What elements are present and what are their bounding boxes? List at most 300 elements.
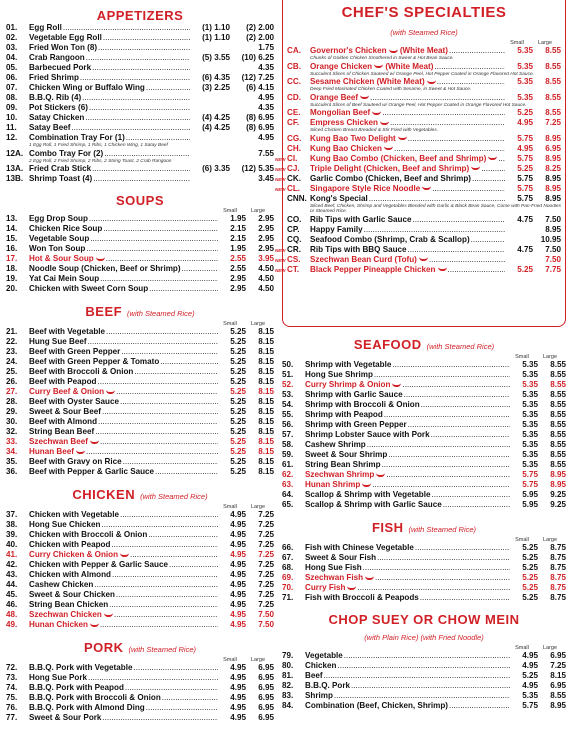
price-small: 5.95 (510, 500, 538, 510)
price-small: 5.25 (510, 553, 538, 563)
price-small: 5.75 (510, 470, 538, 480)
price-small: 5.35 (505, 93, 533, 103)
item-name-text: Orange Chicken (310, 61, 373, 71)
price-small: 4.95 (218, 600, 246, 610)
price-small: 5.25 (218, 357, 246, 367)
price-small (190, 149, 230, 159)
item-name (29, 123, 190, 133)
section-subtitle-chef: (with Steamed Rice) (390, 28, 458, 37)
menu-item (275, 173, 561, 184)
item-name (29, 33, 190, 43)
section-title-chef: CHEF'S SPECIALTIES (341, 4, 507, 21)
price-small: 5.75 (505, 194, 533, 204)
price-large: 7.25 (246, 580, 274, 590)
price-small: 5.75 (505, 134, 533, 144)
item-name-text: String Bean Beef (29, 427, 95, 436)
section-title-seafood: SEAFOOD (353, 337, 422, 352)
price-small: 5.35 (505, 77, 533, 87)
item-name-text: Egg Roll (29, 23, 62, 32)
item-name-text: Shrimp with Garlic Sauce (305, 390, 403, 399)
price-large: 7.50 (533, 255, 561, 265)
item-name-text: Beef with Oyster Sauce (29, 397, 119, 406)
item-name-text: Chicken with Vegetable (29, 510, 119, 519)
item-number: CR. (287, 244, 301, 254)
item-name-text: Shrimp with Vegetable (305, 360, 392, 369)
chili-pepper-icon (347, 586, 356, 590)
menu-item (287, 93, 561, 103)
item-number: 77. (6, 713, 18, 722)
menu-item (282, 661, 566, 671)
price-small: 5.25 (218, 337, 246, 347)
price-small: (1) 1.10 (190, 23, 230, 33)
price-large: 6.95 (246, 683, 274, 693)
item-number: 72. (6, 663, 18, 672)
item-number: 15. (6, 234, 18, 243)
item-number: 14. (6, 224, 18, 233)
chili-pepper-icon (389, 49, 398, 53)
menu-item (282, 651, 566, 661)
menu-item (6, 437, 274, 447)
item-name (310, 164, 505, 174)
menu-item (6, 703, 274, 713)
item-number: 08. (6, 93, 18, 102)
price-small: 5.25 (510, 573, 538, 583)
item-name (310, 194, 505, 204)
item-name (29, 73, 190, 83)
menu-item (6, 244, 274, 254)
item-number: 30. (6, 417, 18, 426)
price-large: 8.15 (246, 397, 274, 407)
item-name (305, 701, 510, 711)
item-number: 01. (6, 23, 18, 32)
item-name (305, 360, 510, 370)
item-number: 20. (6, 284, 18, 293)
menu-item (287, 235, 561, 245)
menu-item (282, 490, 566, 500)
item-name-text: Chicken (305, 661, 337, 670)
price-small: 5.35 (510, 380, 538, 390)
price-large: 7.25 (246, 560, 274, 570)
chopsuey-list (282, 645, 566, 711)
item-name-text: Curry Fish (305, 583, 346, 592)
menu-item (287, 225, 561, 235)
item-name (310, 235, 505, 245)
item-name (29, 43, 190, 53)
item-name-text: Scallop & Shrimp with Vegetable (305, 490, 431, 499)
large-header: Large (250, 321, 266, 327)
item-name-text: Pot Stickers (6) (29, 103, 88, 112)
item-name (29, 550, 218, 560)
item-number: CG. (287, 133, 302, 143)
price-small: 4.95 (218, 610, 246, 620)
menu-item (6, 113, 274, 123)
item-name-text: Chicken with Peapod (29, 540, 111, 549)
new-badge: NEW (275, 267, 286, 273)
menu-item (287, 62, 561, 72)
price-large: 8.55 (538, 360, 566, 370)
price-small: 5.25 (218, 407, 246, 417)
chef-list (275, 40, 561, 275)
section-subtitle-chopsuey: (with Plain Rice) (with Fried Noodle) (364, 633, 484, 642)
price-small: 5.35 (510, 410, 538, 420)
price-small: 5.25 (510, 563, 538, 573)
chili-pepper-icon (471, 166, 480, 170)
item-name (310, 245, 505, 255)
item-name (29, 164, 190, 174)
item-number: 13. (6, 214, 18, 223)
price-small: 4.95 (505, 118, 533, 128)
item-name-text: Garlic Combo (Chicken, Beef and Shrimp) (310, 173, 472, 183)
item-description: Chunks of Golden Chicken Smothered in Sweet & Hot Bean Sauce. (310, 56, 454, 61)
item-name (29, 520, 218, 530)
price-small: 5.75 (510, 480, 538, 490)
item-name (305, 420, 510, 430)
item-name-text: B.B.Q. Pork with Broccoli & Onion (29, 693, 161, 702)
item-name (29, 570, 218, 580)
item-number: 11. (6, 123, 17, 132)
section-title-beef: BEEF (85, 304, 123, 319)
item-number: 39. (6, 530, 18, 539)
item-name (305, 583, 510, 593)
item-number: 32. (6, 427, 18, 436)
price-small: 4.95 (510, 681, 538, 691)
item-name-text: Chicken Wing or Buffalo Wing (29, 83, 145, 92)
price-large: 4.35 (230, 103, 274, 113)
menu-item (282, 691, 566, 701)
item-name (29, 337, 218, 347)
new-badge: NEW (275, 156, 286, 162)
item-number: CD. (287, 92, 301, 102)
item-name (310, 46, 505, 56)
menu-item (6, 254, 274, 264)
price-small: (5) 3.55 (190, 53, 230, 63)
item-name (29, 93, 190, 103)
price-large: 7.50 (246, 610, 274, 620)
item-number: 83. (282, 691, 294, 700)
price-large: 8.75 (538, 563, 566, 573)
price-large: 8.55 (533, 77, 561, 87)
item-number: 07. (6, 83, 18, 92)
price-large: 8.95 (533, 194, 561, 204)
chili-pepper-icon (96, 257, 105, 261)
price-large: 8.55 (538, 400, 566, 410)
price-small: 5.35 (510, 691, 538, 701)
menu-item (6, 713, 274, 723)
chili-pepper-icon (120, 553, 129, 557)
item-number: CI. (287, 153, 298, 163)
price-small: 5.95 (510, 490, 538, 500)
menu-item (6, 73, 274, 83)
price-small: 4.95 (218, 693, 246, 703)
price-large: 8.75 (538, 553, 566, 563)
chili-pepper-icon (372, 111, 381, 115)
item-name (29, 83, 190, 93)
section-subtitle-fish: (with Steamed Rice) (408, 525, 477, 534)
item-name (29, 174, 190, 184)
item-name-text: Satay Beef (29, 123, 71, 132)
price-large: 7.75 (533, 265, 561, 275)
price-small: 4.95 (218, 673, 246, 683)
menu-item (275, 163, 561, 174)
item-number: CA. (287, 46, 301, 55)
item-name (29, 113, 190, 123)
menu-item (282, 681, 566, 691)
menu-item (6, 407, 274, 417)
price-large: 7.25 (246, 540, 274, 550)
price-small: 5.35 (510, 440, 538, 450)
item-name-extra: (White Meat) (385, 61, 434, 71)
price-small: 4.75 (505, 215, 533, 225)
item-name-text: Curry Shrimp & Onion (305, 380, 391, 389)
price-small: 4.95 (218, 540, 246, 550)
price-large: 7.25 (246, 510, 274, 520)
item-name (29, 510, 218, 520)
item-name-text: Fish with Chinese Vegetable (305, 543, 414, 552)
chili-pepper-icon (422, 186, 431, 190)
item-number: 76. (6, 703, 18, 712)
item-name-text: Crab Rangoon (29, 53, 85, 62)
item-name-text: Beef with Pepper & Garlic Sauce (29, 467, 155, 476)
price-large: 8.55 (538, 691, 566, 701)
item-name-text: Mongolian Beef (310, 108, 371, 117)
item-name (29, 427, 218, 437)
menu-item (282, 480, 566, 490)
price-large: 7.25 (246, 550, 274, 560)
item-name-text: Noodle Soup (Chicken, Beef or Shrimp) (29, 264, 181, 273)
item-name (310, 108, 505, 118)
item-name-text: Beef with Gravy on Rice (29, 457, 122, 466)
price-large: (8) 6.95 (230, 123, 274, 133)
price-large: 8.95 (533, 225, 561, 235)
price-small (190, 63, 230, 73)
price-small: 5.35 (510, 360, 538, 370)
menu-item (6, 590, 274, 600)
item-name (305, 430, 510, 440)
price-large: 8.95 (538, 480, 566, 490)
item-name (310, 184, 505, 194)
item-name (305, 470, 510, 480)
price-small: 5.25 (510, 671, 538, 681)
item-name-text: Beef with Green Pepper & Tomato (29, 357, 160, 366)
price-large: 8.55 (538, 440, 566, 450)
item-name (305, 490, 510, 500)
price-large: (2) 2.00 (230, 33, 274, 43)
item-number: CC. (287, 77, 301, 86)
small-header: Small (223, 208, 237, 214)
item-name (29, 530, 218, 540)
item-name (310, 265, 505, 275)
item-name-text: Sweet & Sour Beef (29, 407, 101, 416)
item-name-text: Vegetable Egg Roll (29, 33, 102, 42)
price-large: 8.55 (538, 410, 566, 420)
price-large: 4.95 (230, 93, 274, 103)
price-large: 8.55 (538, 380, 566, 390)
item-number: 18. (6, 264, 18, 273)
item-name-text: Szechwan Bean Curd (Tofu) (310, 254, 417, 264)
price-small: 5.25 (510, 543, 538, 553)
price-small: 4.95 (218, 570, 246, 580)
price-small: 4.95 (218, 520, 246, 530)
price-small: 5.35 (505, 46, 533, 56)
item-name (305, 573, 510, 583)
pork-list (6, 657, 274, 723)
item-name-text: Beef with Peapod (29, 377, 97, 386)
item-number: CK. (287, 173, 301, 183)
price-small: 4.95 (218, 703, 246, 713)
menu-item (6, 284, 274, 294)
menu-item (6, 540, 274, 550)
price-large: 6.95 (246, 713, 274, 723)
item-name-text: B.B.Q. Rib (4) (29, 93, 82, 102)
item-number: 05. (6, 63, 18, 72)
price-large: 4.50 (246, 274, 274, 284)
item-name-text: Combination Tray For (1) (29, 133, 125, 142)
large-header: Large (542, 645, 558, 651)
price-large: 8.15 (246, 447, 274, 457)
item-name-text: Black Pepper Pineapple Chicken (310, 264, 436, 274)
item-name (29, 683, 218, 693)
item-name (29, 234, 218, 244)
price-large: 2.95 (246, 224, 274, 234)
item-name (29, 149, 190, 159)
item-number: 55. (282, 410, 294, 419)
item-number: 70. (282, 583, 294, 592)
price-large: 7.25 (246, 590, 274, 600)
item-name (29, 600, 218, 610)
item-number: 64. (282, 490, 294, 499)
price-large: 8.15 (246, 467, 274, 477)
item-number: 27. (6, 387, 18, 396)
item-name-text: Satay Chicken (29, 113, 85, 122)
menu-item (6, 663, 274, 673)
price-small: 5.25 (505, 164, 533, 174)
item-name-text: Chicken with Broccoli & Onion (29, 530, 148, 539)
item-name (29, 673, 218, 683)
item-number: 65. (282, 500, 294, 509)
menu-item (6, 53, 274, 63)
menu-item (282, 500, 566, 510)
item-name (29, 224, 218, 234)
small-header: Small (223, 504, 237, 510)
menu-item (6, 397, 274, 407)
menu-item (282, 470, 566, 480)
item-name-text: Happy Family (310, 224, 363, 234)
item-name-text: Sweet & Sour Shrimp (305, 450, 388, 459)
menu-item (282, 460, 566, 470)
price-large: 8.15 (246, 367, 274, 377)
price-large: 4.95 (230, 133, 274, 143)
menu-item (6, 347, 274, 357)
chili-pepper-icon (427, 80, 436, 84)
price-small (505, 225, 533, 235)
price-large: 3.95 (246, 254, 274, 264)
small-header: Small (510, 40, 524, 46)
price-large: 8.55 (538, 370, 566, 380)
item-name (29, 377, 218, 387)
chili-pepper-icon (384, 146, 393, 150)
item-name-text: Chicken with Pepper & Garlic Sauce (29, 560, 168, 569)
price-small: 4.75 (505, 245, 533, 255)
menu-item (275, 254, 561, 265)
price-large: 8.15 (246, 337, 274, 347)
item-number: 22. (6, 337, 18, 346)
price-small: 4.95 (218, 510, 246, 520)
menu-item (282, 380, 566, 390)
item-name-text: Szechwan Beef (29, 437, 88, 446)
item-name-text: Hung Sue Beef (29, 337, 87, 346)
item-number: 06. (6, 73, 18, 82)
item-name-text: Governor's Chicken (310, 46, 387, 55)
item-name-text: Fried Crab Stick (29, 164, 92, 173)
price-large: 8.95 (538, 470, 566, 480)
price-small (505, 255, 533, 265)
menu-item (282, 573, 566, 583)
item-number: 21. (6, 327, 18, 336)
item-name (310, 174, 505, 184)
menu-item (6, 457, 274, 467)
item-name-text: Rib Tips with Garlic Sauce (310, 214, 412, 224)
item-number: 36. (6, 467, 18, 476)
item-number: 71. (282, 593, 294, 602)
item-name-text: String Bean Chicken (29, 600, 109, 609)
item-number: 74. (6, 683, 18, 692)
menu-item (287, 77, 561, 87)
item-name-text: Sweet & Sour Fish (305, 553, 377, 562)
new-badge: NEW (275, 166, 286, 172)
item-name (305, 450, 510, 460)
price-large: 6.95 (246, 693, 274, 703)
menu-item (6, 560, 274, 570)
menu-item (6, 337, 274, 347)
menu-item (275, 153, 561, 164)
price-small: 4.95 (510, 651, 538, 661)
price-small: 4.95 (510, 661, 538, 671)
item-number: CO. (287, 214, 302, 224)
price-small: 2.55 (218, 264, 246, 274)
item-name (29, 264, 218, 274)
price-small: 5.25 (218, 457, 246, 467)
menu-item (282, 390, 566, 400)
item-number: CNN. (287, 193, 307, 203)
item-number: 04. (6, 53, 18, 62)
item-name-text: Sweet & Sour Pork (29, 713, 102, 722)
item-name (305, 410, 510, 420)
price-large: 4.50 (246, 284, 274, 294)
item-number: 25. (6, 367, 18, 376)
item-name (29, 63, 190, 73)
item-number: 03. (6, 43, 18, 52)
menu-item (287, 134, 561, 144)
price-small: 4.95 (218, 590, 246, 600)
menu-item (6, 520, 274, 530)
item-name (305, 543, 510, 553)
item-number: 61. (282, 460, 294, 469)
price-large: 9.25 (538, 490, 566, 500)
item-number: 68. (282, 563, 294, 572)
item-name-text: Hong Sue Chicken (29, 520, 101, 529)
item-name-text: Shrimp with Green Pepper (305, 420, 407, 429)
chili-pepper-icon (90, 440, 99, 444)
item-number: 38. (6, 520, 18, 529)
price-small: 5.35 (510, 460, 538, 470)
price-large: 9.25 (538, 500, 566, 510)
item-name-text: Vegetable Soup (29, 234, 90, 243)
item-name-text: Chicken with Almond (29, 570, 111, 579)
menu-item (6, 234, 274, 244)
item-name-text: Orange Beef (310, 92, 359, 102)
item-name (305, 370, 510, 380)
item-name (305, 593, 510, 603)
